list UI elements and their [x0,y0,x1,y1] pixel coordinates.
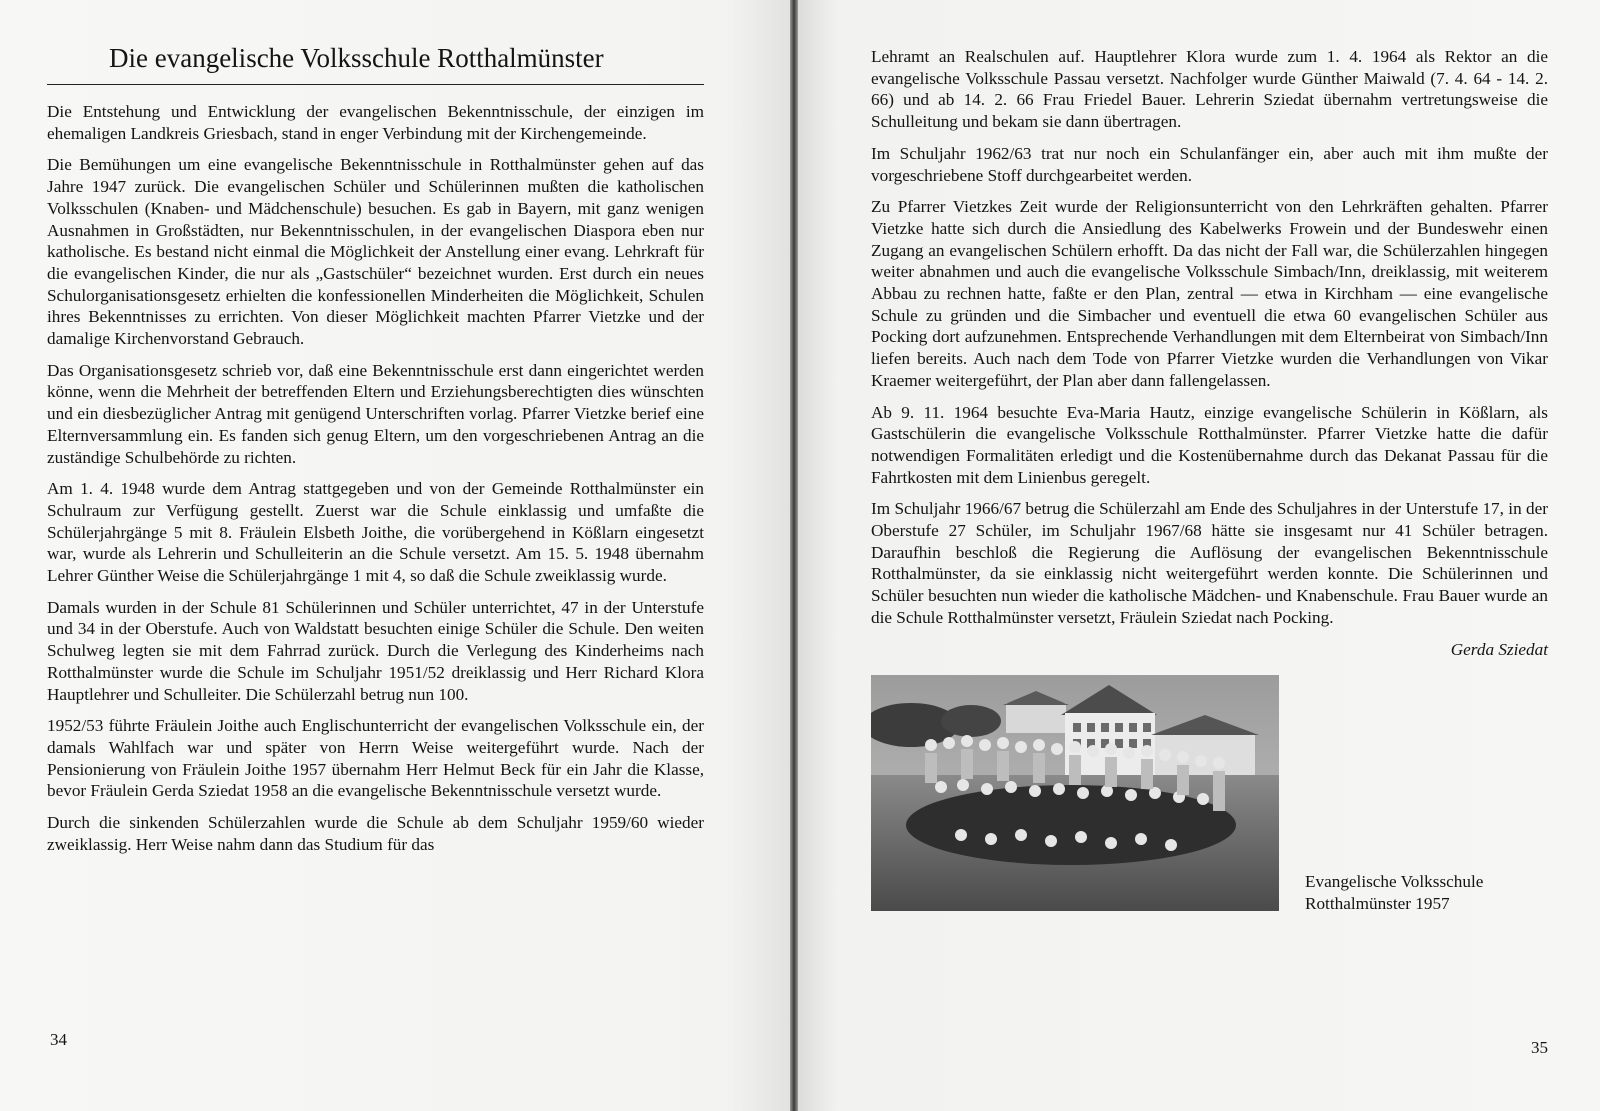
paragraph: Am 1. 4. 1948 wurde dem Antrag stattgegeben und von der Gemeinde Rotthalmünster ein Schulraum zur Verfügung gestellt. Zuerst war die Schule einklassig und umfaßte die Schülerjahrgänge 5 mit 8. Fräulein Elsbeth Joithe, die vorübergehend in Kößlarn eingesetzt war, wurde als Lehrerin und Schulleiterin an die Schule versetzt. Am 15. 5. 1948 übernahm Lehrer Günther Weise die Schülerjahrgänge 1 mit 4, so daß die Schule zweiklassig wurde. [47,479,704,586]
page-title: Die evangelische Volksschule Rotthalmünster [109,43,604,73]
paragraph: 1952/53 führte Fräulein Joithe auch Englischunterricht der evangelischen Volksschule ein, der damals Wahlfach war und später von Herrn Weise weitergeführt wurde. Nach der Pensionierung von Fräulein Joithe 1957 übernahm Herr Helmut Beck für ein Jahr die Klasse, bevor Fräulein Gerda Sziedat 1958 an die evangelische Bekenntnisschule versetzt wurde. [47,716,704,801]
paragraph: Durch die sinkenden Schülerzahlen wurde die Schule ab dem Schuljahr 1959/60 wieder zweiklassig. Herr Weise nahm dann das Studium für das [47,813,704,854]
right-page [798,0,1600,1111]
book-gutter [790,0,798,1111]
school-class-photo [871,675,1279,911]
author-signature: Gerda Sziedat [1450,639,1548,659]
paragraph: Damals wurden in der Schule 81 Schülerinnen und Schüler unterrichtet, 47 in der Unterstufe und 34 in der Oberstufe. Auch von Waldstatt besuchten einige Schüler die Schule. Den weiten Schulweg legten sie mit dem Fahrrad zurück. Durch die Verlegung des Kinderheims nach Rotthalmünster wurde die Schule im Schuljahr 1951/52 dreiklassig und Herr Richard Klora Hauptlehrer und Schulleiter. Die Schülerzahl betrug nun 100. [47,597,704,704]
page-number-right: 35 [1531,1038,1548,1057]
paragraph: Das Organisationsgesetz schrieb vor, daß eine Bekenntnisschule erst dann eingerichtet werden könne, wenn die Mehrheit der betreffenden Eltern und Erziehungsberechtigten dies wünschten und ein diesbezüglicher Antrag mit genügend Unterschriften vorlag. Pfarrer Vietzke berief eine Elternversammlung ein. Es fanden sich genug Eltern, um den vorgeschriebenen Antrag an die zuständige Schulbehörde zu richten. [47,360,704,467]
photo-block [871,675,1548,915]
page-number-left: 34 [50,1030,67,1049]
class-photo-illustration [871,675,1279,911]
photo-caption [1305,871,1483,915]
title-underline [47,84,704,85]
paragraph: Lehramt an Realschulen auf. Hauptlehrer Klora wurde zum 1. 4. 1964 als Rektor an die evangelische Volksschule Passau versetzt. Nachfolger wurde Günther Maiwald (7. 4. 64 - 14. 2. 66) und ab 14. 2. 66 Frau Friedel Bauer. Lehrerin Sziedat übernahm vertretungsweise die Schulleitung und bekam sie dann übertragen. [871,47,1548,132]
paragraph: Im Schuljahr 1966/67 betrug die Schülerzahl am Ende des Schuljahres in der Unterstufe 17, in der Oberstufe 27 Schüler, im Schuljahr 1967/68 hätte sie insgesamt nur 41 Schüler betragen. Daraufhin beschloß die Regierung die Auflösung der evangelischen Bekenntnisschule Rotthalmünster, da sie einklassig nicht weitergeführt werden konnte. Die Schülerinnen und Schüler besuchten nun wieder die katholische Mädchen- und Knabenschule. Frau Bauer wurde an die Schule Rotthalmünster versetzt, Fräulein Sziedat nach Pocking. [871,499,1548,627]
paragraph: Im Schuljahr 1962/63 trat nur noch ein Schulanfänger ein, aber auch mit ihm mußte der vorgeschriebene Stoff durchgearbeitet werden. [871,143,1548,185]
paragraph: Die Entstehung und Entwicklung der evangelischen Bekenntnisschule, der einzigen im ehemaligen Landkreis Griesbach, stand in enger Verbindung mit der Kirchengemeinde. [47,102,704,143]
photo-caption-line: Evangelische Volksschule [1305,871,1484,891]
paragraph: Die Bemühungen um eine evangelische Bekenntnisschule in Rotthalmünster gehen auf das Jahre 1947 zurück. Die evangelischen Schüler und Schülerinnen mußten die katholischen Volksschulen (Knaben- und Mädchenschule) besuchen. Es gab in Bayern, mit ganz wenigen Ausnahmen in Großstädten, nur Bekenntnisschulen, in der evangelischen Diaspora eben nur katholische. Es bestand nicht einmal die Möglichkeit der Anstellung einer evang. Lehrkraft für die evangelischen Kinder, die nur als „Gastschüler“ bezeichnet wurden. Erst durch ein neues Schulorganisationsgesetz erhielten die konfessionellen Minderheiten die Möglichkeit, Schulen ihres Bekenntnisses zu errichten. Von dieser Möglichkeit machten Pfarrer Vietzke und der damalige Kirchenvorstand Gebrauch. [47,155,704,349]
left-page [0,0,790,1111]
paragraph: Ab 9. 11. 1964 besuchte Eva-Maria Hautz, einzige evangelische Schülerin in Kößlarn, als Gastschülerin die evangelische Volksschule Rotthalmünster. Pfarrer Vietzke hatte die dafür notwendigen Formalitäten erledigt und die Kostenübernahme durch das Dekanat Passau für die Fahrtkosten mit dem Linienbus geregelt. [871,402,1548,487]
paragraph: Zu Pfarrer Vietzkes Zeit wurde der Religionsunterricht von den Lehrkräften gehalten. Pfarrer Vietzke hatte sich durch die Ansiedlung des Kabelwerks Frowein und der Bundeswehr einen Zugang an evangelischen Schülern erhofft. Da das nicht der Fall war, die Schülerzahlen hingegen weiter abnahmen und auch die evangelische Volksschule Simbach/Inn, dreiklassig, mit weiterem Abbau zu rechnen hatte, faßte er den Plan, zentral — etwa in Kirchham — eine evangelische Schule zu gründen und die Simbacher und eventuell die etwa 60 evangelischen Schüler aus Pocking dort aufzunehmen. Entsprechende Verhandlungen mit dem Elternbeirat von Simbach/Inn liefen bereits. Auch nach dem Tode von Pfarrer Vietzke wurden die Verhandlungen von Vikar Kraemer weitergeführt, der Plan aber dann fallengelassen. [871,197,1548,390]
photo-caption-line: Rotthalmünster 1957 [1305,893,1450,913]
